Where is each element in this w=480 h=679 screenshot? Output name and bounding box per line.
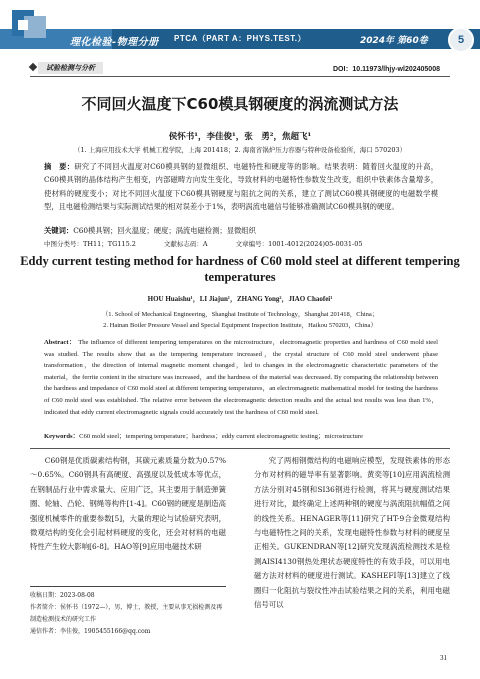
doi: DOI：10.11973/lhjy-wl202405008 — [332, 66, 440, 73]
journal-title-en: PTCA（PART A：PHYS.TEST.） — [174, 34, 306, 43]
affiliation-en — [0, 309, 480, 331]
affiliation-en-1: （1. School of Mechanical Engineering，Shanghai Institute of Technology，Shanghai 201418，China； — [101, 311, 379, 318]
year-volume: 2024年 第60卷 — [360, 36, 428, 46]
abstract-rule — [30, 448, 450, 449]
footnote-contact: 通信作者：李佳俊，1905455166@qq.com — [30, 628, 151, 635]
journal-title-cn: 理化检验-物理分册 — [70, 37, 159, 48]
body-column-right — [254, 454, 450, 612]
abstract-en-label: Abstract： — [44, 339, 77, 346]
page-number: 31 — [440, 654, 447, 662]
abstract-cn-text: 研究了不同回火温度对C60模具钢的显微组织、电磁特性和硬度等的影响。结果表明：随着回火温度的升高，C60模具钢的晶体结构产生相变，内部磁畴方向发生变化，导致材料的电磁特性参数发生改变，组织中铁素体含量增多，使材料的硬度变小；对比不同回火温度下C60模具钢硬度与阻抗之间的关系，建立了测试C60模具钢硬度的电磁数学模型，且电磁检测结果与实际测试结果的相对误差小于1%，表明涡流电磁信号能够准确测试C60模具钢的硬度。 — [44, 162, 439, 212]
footnote-rule — [30, 586, 226, 587]
keywords-cn-label: 关键词： — [44, 226, 74, 235]
authors-cn: 侯怀书¹，李佳俊¹，张 勇²，焦超飞¹ — [168, 132, 312, 142]
body-column-left — [30, 454, 226, 555]
affiliation-cn: （1. 上海应用技术大学 机械工程学院，上海 201418；2. 海南省锅炉压力容器与特种设备检验所，海口 570203） — [73, 146, 407, 154]
title-cn: 不同回火温度下C60模具钢硬度的涡流测试方法 — [81, 95, 399, 113]
keywords-en — [44, 430, 438, 440]
footnote-received: 收稿日期：2023-08-08 — [30, 592, 95, 599]
abstract-cn — [44, 160, 438, 214]
footnote-author: 作者简介：侯怀书（1972—），男，博士，教授，主要从事无损检测及再制造检测技术的研究工作 — [30, 604, 223, 623]
authors-en: HOU Huaishu¹，LI Jiajun¹，ZHANG Yong²，JIAO Chaofei¹ — [147, 295, 333, 303]
section-label: 试验检测与分析 — [38, 62, 103, 74]
body-paragraph-left: C60钢是优质碳素结构钢，其碳元素质量分数为0.57%～0.65%。C60钢具有高硬度、高强度以及低成本等优点，在钢制品行业中需求量大、应用广泛，其主要用于制造弹簧圈、轮轴、凸轮、钢绳等构件[1-4]。C60钢的硬度是制造高强度机械零件的重要参数[5]，大量的理论与试验研究表明，微观结构的变化会引起材料硬度的变化，还会对材料的电磁特性产生较大影响[6-8]。HAO等[9]应用电磁技术研 — [30, 456, 226, 552]
section-diamond-icon — [29, 63, 37, 71]
title-en: Eddy current testing method for hardness of C60 mold steel at different tempering temperatures — [20, 254, 460, 284]
abstract-en-text: The influence of different tempering temperatures on the microstructure，electromagnetic properties and hardness of C60 mold steel was studied. The results show that as the tempering temperature increased，the crystal structure of C60 mold steel underwent phase transformation，the direction of internal magnetic moment changed，led to changes in the electromagnetic characteristic parameters of the material，the ferrite content in the structure was increased，and the hardness of the material was decreased. By comparing the relationship between the hardness and impedance of C60 mold steel at different tempering temperatures，an electromagnetic mathematical model for testing the hardness of C60 mold steel was established. The relative error between the electromagnetic detection results and the actual test results was less than 1%，indicated that eddy current electromagnetic signals could accurately test the hardness of C60 mold steel. — [44, 339, 438, 416]
keywords-cn — [44, 226, 438, 236]
body-paragraph-right: 究了两相钢微结构的电磁响应模型，发现铁素体的形态分布对材料的磁导率有显著影响。黄奕等[10]应用涡流检测方法分别对45钢和SI36钢进行检测，将其与硬度测试结果进行对比，最终确定上述两种钢的硬度与涡流阻抗幅值之间的线性关系。HENAGER等[11]研究了HT-9合金微观结构与电磁特性之间的关系，发现电磁特性参数与材料的硬度呈正相关。GUKENDRAN等[12]研究发现涡流检测技术是检测AISI4130钢热处理状态硬度特性的有效手段，可以用电磁方法对材料的硬度进行测试。KASHEFI等[13]建立了线圈归一化阻抗与裂纹性冲击试验结果之间的关系，利用电磁信号可以 — [254, 456, 450, 610]
footnote — [30, 590, 226, 638]
keywords-cn-text: C60模具钢；回火温度；硬度；涡流电磁检测；显微组织 — [73, 226, 256, 235]
issue-number: 5 — [448, 27, 474, 53]
keywords-en-text: C60 mold steel；tempering temperature；hardness；eddy current electromagnetic testing；microstructure — [79, 433, 363, 440]
abstract-en — [44, 337, 438, 418]
clc-number: 中图分类号：TH11；TG115.2 — [44, 240, 136, 248]
classification-row — [44, 239, 438, 248]
affiliation-en-2: 2. Hainan Boiler Pressure Vessel and Special Equipment Inspection Institute，Haikou 570203，China） — [103, 322, 377, 329]
abstract-cn-label: 摘 要： — [44, 162, 75, 171]
keywords-en-label: Keywords： — [44, 433, 80, 440]
document-code: 文献标志码：A — [163, 240, 208, 248]
article-number: 文章编号：1001-4012(2024)05-0031-05 — [235, 240, 363, 248]
header-rule — [30, 76, 450, 77]
